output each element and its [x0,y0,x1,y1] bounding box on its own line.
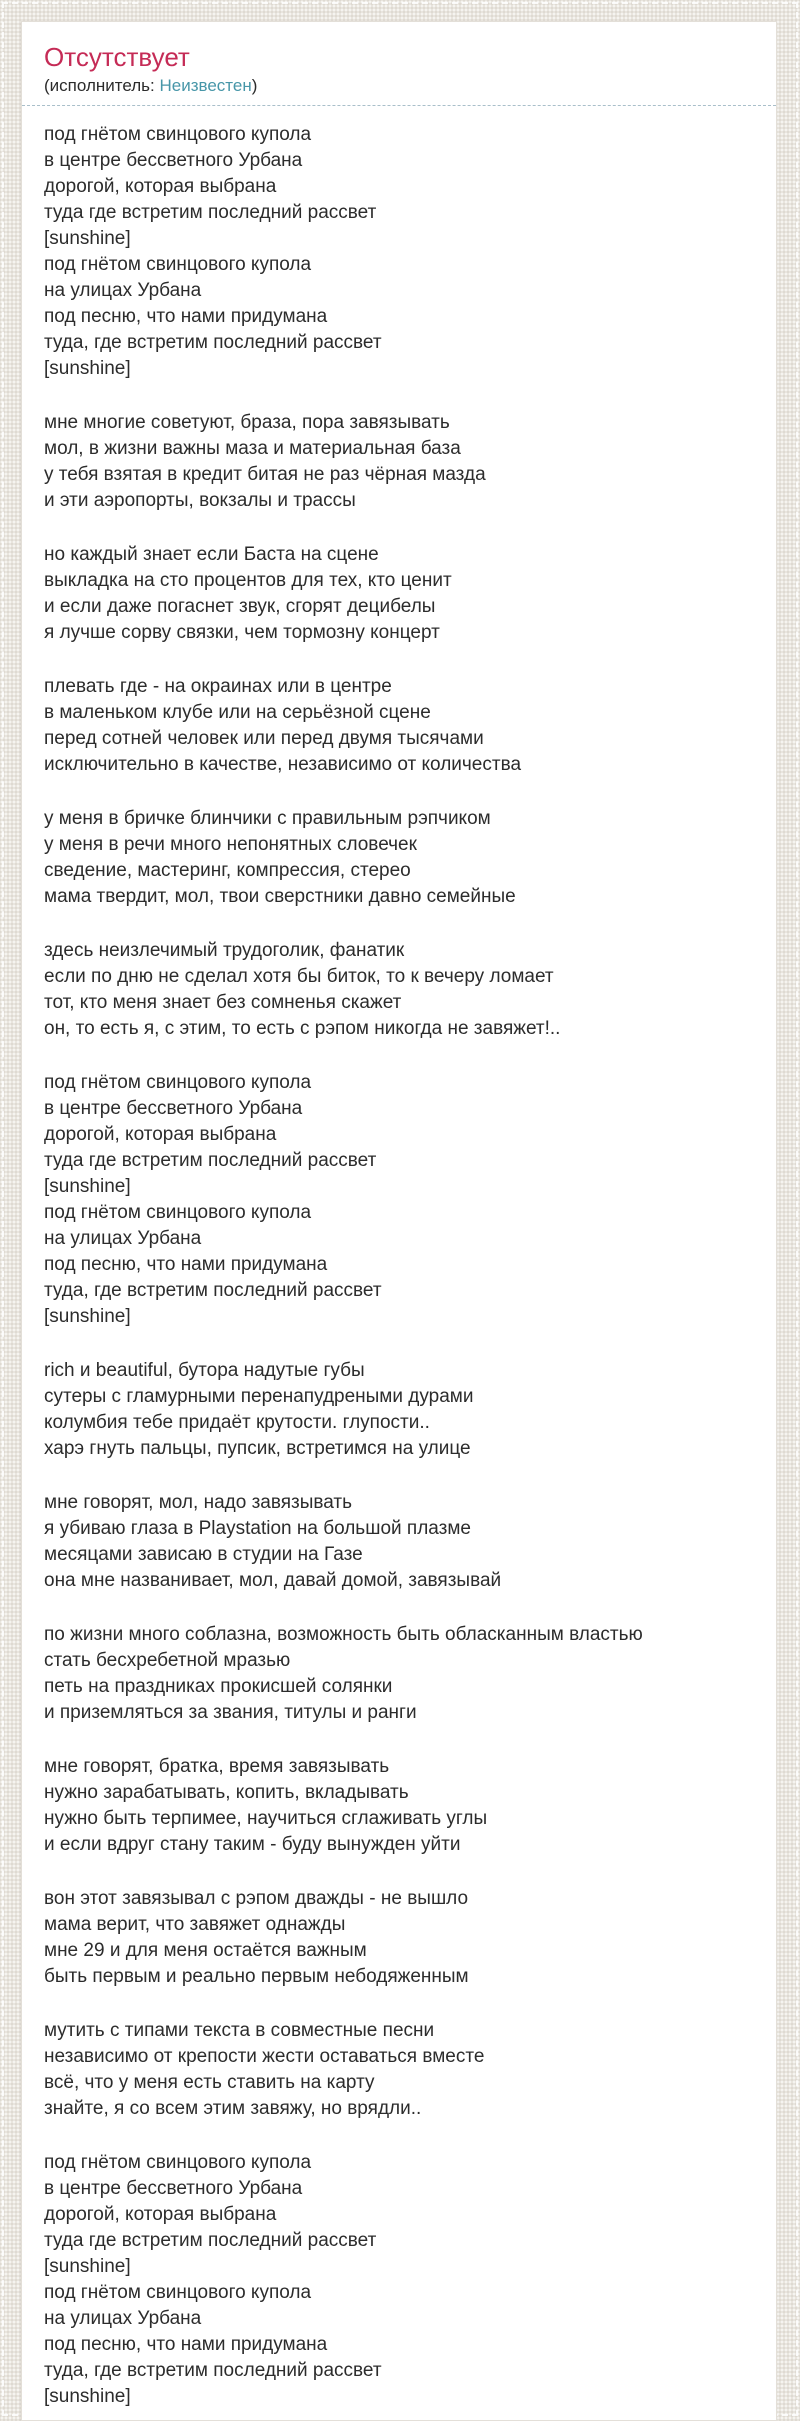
lyric-line: мне 29 и для меня остаётся важным [44,1940,367,1961]
lyrics-card [21,21,777,2421]
lyric-line: [sunshine] [44,1306,131,1327]
lyric-line: по жизни много соблазна, возможность быть обласканным властью [44,1624,643,1645]
stanza [44,674,754,778]
stanza [44,1070,754,1330]
stanza [44,1622,754,1726]
lyric-line: мне многие советуют, браза, пора завязывать [44,412,450,433]
lyric-line: туда, где встретим последний рассвет [44,1280,382,1301]
lyric-line: но каждый знает если Баста на сцене [44,544,379,565]
lyric-line: [sunshine] [44,2386,131,2407]
lyric-line: у меня в речи много непонятных словечек [44,834,417,855]
lyric-line: под гнётом свинцового купола [44,124,312,145]
lyric-line: туда где встретим последний рассвет [44,1150,377,1171]
lyric-line: и эти аэропорты, вокзалы и трассы [44,490,356,511]
lyric-line: [sunshine] [44,358,131,379]
artist-line [44,75,754,97]
lyric-line: дорогой, которая выбрана [44,2204,277,2225]
stanza [44,1886,754,1990]
lyric-line: туда где встретим последний рассвет [44,2230,377,2251]
lyric-line: на улицах Урбана [44,280,202,301]
lyric-line: нужно зарабатывать, копить, вкладывать [44,1782,409,1803]
stanza [44,1490,754,1594]
lyric-line: харэ гнуть пальцы, пупсик, встретимся на улице [44,1438,471,1459]
lyric-line: если по дню не сделал хотя бы биток, то к вечеру ломает [44,966,554,987]
lyric-line: у тебя взятая в кредит битая не раз чёрная мазда [44,464,486,485]
stanza [44,122,754,382]
lyric-line: в центре бессветного Урбана [44,150,303,171]
lyric-line: туда, где встретим последний рассвет [44,332,382,353]
lyric-line: [sunshine] [44,1176,131,1197]
lyric-line: мутить с типами текста в совместные песни [44,2020,435,2041]
artist-label-suffix: ) [251,76,258,95]
lyric-line: под песню, что нами придумана [44,2334,328,2355]
lyric-line: под песню, что нами придумана [44,306,328,327]
stanza [44,1358,754,1462]
lyric-line: [sunshine] [44,228,131,249]
stanza [44,542,754,646]
lyric-line: дорогой, которая выбрана [44,1124,277,1145]
lyric-line: туда где встретим последний рассвет [44,202,377,223]
lyric-line: и если вдруг стану таким - буду вынужден уйти [44,1834,461,1855]
lyric-line: всё, что у меня есть ставить на карту [44,2072,375,2093]
lyric-line: на улицах Урбана [44,1228,202,1249]
lyric-line: я убиваю глаза в Playstation на большой плазме [44,1518,471,1539]
stanza [44,938,754,1042]
lyric-line: колумбия тебе придаёт крутости. глупости.. [44,1412,430,1433]
lyric-line: мама верит, что завяжет однажды [44,1914,346,1935]
lyric-line: он, то есть я, с этим, то есть с рэпом никогда не завяжет!.. [44,1018,561,1039]
lyric-line: мама твердит, мол, твои сверстники давно семейные [44,886,516,907]
artist-label: (исполнитель: [44,76,160,95]
lyric-line: у меня в бричке блинчики с правильным рэпчиком [44,808,491,829]
lyric-line: под гнётом свинцового купола [44,1072,312,1093]
stanza [44,806,754,910]
lyric-line: под гнётом свинцового купола [44,1202,312,1223]
lyric-line: исключительно в качестве, независимо от количества [44,754,522,775]
lyric-line: и если даже погаснет звук, сгорят децибелы [44,596,436,617]
lyric-line: независимо от крепости жести оставаться вместе [44,2046,485,2067]
page-title: Отсутствует [44,42,190,72]
lyric-line: дорогой, которая выбрана [44,176,277,197]
stanza [44,2018,754,2122]
lyric-line: на улицах Урбана [44,2308,202,2329]
lyric-line: тот, кто меня знает без сомненья скажет [44,992,402,1013]
stanza [44,410,754,514]
lyric-line: rich и beautiful, бутора надутые губы [44,1360,365,1381]
lyric-line: в маленьком клубе или на серьёзной сцене [44,702,431,723]
lyric-line: петь на праздниках прокисшей солянки [44,1676,393,1697]
lyric-line: под песню, что нами придумана [44,1254,328,1275]
lyric-line: под гнётом свинцового купола [44,2282,312,2303]
lyric-line: перед сотней человек или перед двумя тысячами [44,728,484,749]
lyric-line: здесь неизлечимый трудоголик, фанатик [44,940,405,961]
lyric-line: выкладка на сто процентов для тех, кто ценит [44,570,452,591]
lyric-line: в центре бессветного Урбана [44,2178,303,2199]
lyrics [22,106,776,2420]
lyric-line: под гнётом свинцового купола [44,2152,312,2173]
lyric-line: нужно быть терпимее, научиться сглаживать углы [44,1808,488,1829]
lyric-line: я лучше сорву связки, чем тормозну концерт [44,622,440,643]
lyric-line: мол, в жизни важны маза и материальная база [44,438,461,459]
lyric-line: знайте, я со всем этим завяжу, но врядли.. [44,2098,422,2119]
lyric-line: сутеры с гламурными перенапудреными дурами [44,1386,474,1407]
lyric-line: туда, где встретим последний рассвет [44,2360,382,2381]
lyric-line: сведение, мастеринг, компрессия, стерео [44,860,411,881]
lyric-line: под гнётом свинцового купола [44,254,312,275]
lyric-line: мне говорят, мол, надо завязывать [44,1492,353,1513]
lyric-line: быть первым и реально первым небодяженным [44,1966,469,1987]
lyric-line: месяцами зависаю в студии на Газе [44,1544,363,1565]
lyric-line: [sunshine] [44,2256,131,2277]
lyric-line: она мне названивает, мол, давай домой, завязывай [44,1570,502,1591]
lyric-line: и приземляться за звания, титулы и ранги [44,1702,417,1723]
lyric-line: плевать где - на окраинах или в центре [44,676,392,697]
lyric-line: мне говорят, братка, время завязывать [44,1756,390,1777]
artist-link[interactable]: Неизвестен [159,76,252,95]
lyric-line: в центре бессветного Урбана [44,1098,303,1119]
stanza [44,2150,754,2410]
lyric-line: вон этот завязывал с рэпом дважды - не вышло [44,1888,469,1909]
stanza [44,1754,754,1858]
song-header [22,22,776,106]
lyric-line: стать бесхребетной мразью [44,1650,291,1671]
